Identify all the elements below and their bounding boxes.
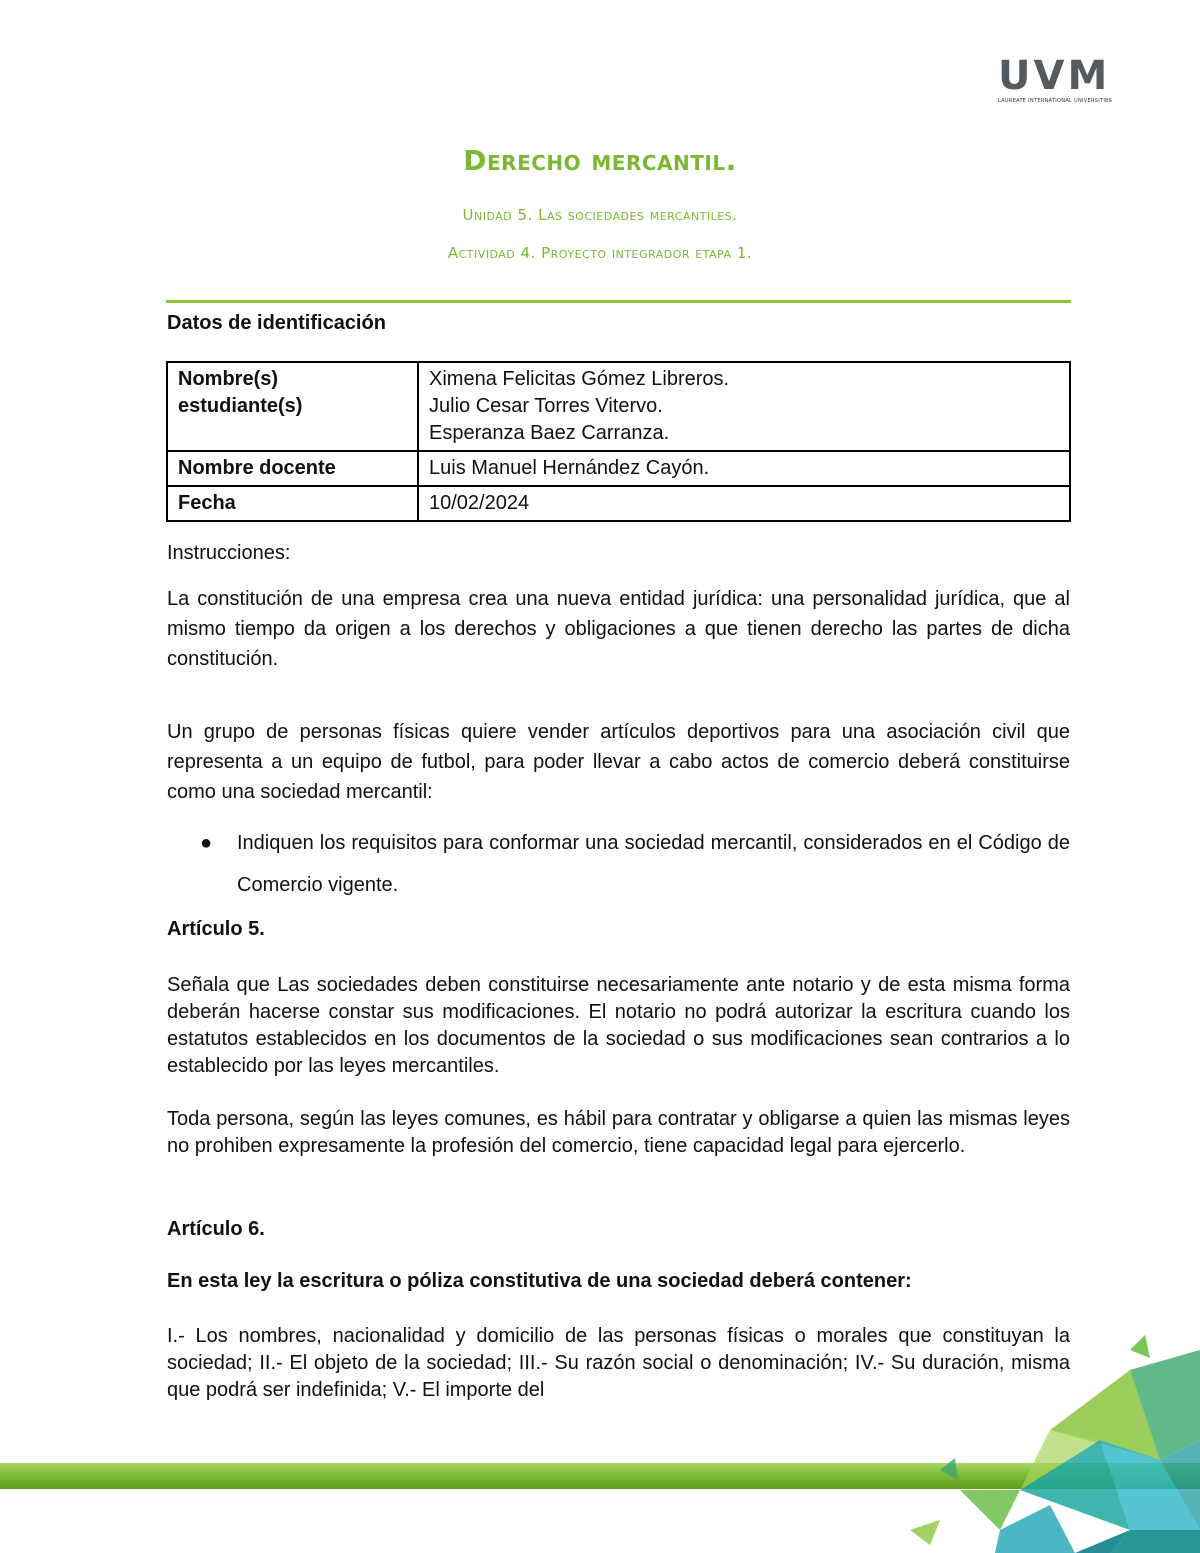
activity-subtitle: Actividad 4. Proyecto integrador etapa 1.	[447, 244, 753, 262]
identification-table	[166, 361, 1071, 522]
student-name: Ximena Felicitas Gómez Libreros.	[429, 368, 730, 390]
paragraph-constitution: La constitución de una empresa crea una nueva entidad jurídica: una personalidad jurídica, que al mismo tiempo da origen a los derechos y obligaciones a que tienen derecho las partes de dicha constitución.	[167, 588, 1070, 670]
table-row-students	[167, 362, 1070, 451]
students-values	[418, 362, 1070, 451]
logo-text: UVM	[998, 53, 1111, 99]
student-name: Esperanza Baez Carranza.	[429, 422, 670, 444]
article-6-intro: En esta ley la escritura o póliza constitutiva de una sociedad deberá contener:	[167, 1270, 912, 1292]
students-label: Nombre(s) estudiante(s)	[167, 362, 418, 451]
table-row-date	[167, 486, 1070, 521]
teacher-label: Nombre docente	[167, 451, 418, 486]
unit-subtitle: Unidad 5. Las sociedades mercantiles.	[462, 206, 738, 224]
geometric-decoration	[900, 1330, 1200, 1553]
article-6-list: I.- Los nombres, nacionalidad y domicilio de las personas físicas o morales que constituyan la sociedad; II.- El objeto de la sociedad; III.- Su razón social o denominación; IV.- Su duración, misma que podrá ser indefinida; V.- El importe del	[167, 1325, 1070, 1401]
instructions-label: Instrucciones:	[167, 542, 291, 564]
article-5-paragraph-1: Señala que Las sociedades deben constituirse necesariamente ante notario y de esta misma forma deberán hacerse constar sus modificaciones. El notario no podrá autorizar la escritura cuando los estatutos establecidos en los documentos de la sociedad o sus modificaciones sean contrarios a lo establecido por las leyes mercantiles.	[167, 974, 1070, 1077]
logo-subtext: LAUREATE INTERNATIONAL UNIVERSITIES	[998, 98, 1113, 104]
bullet-text: Indiquen los requisitos para conformar una sociedad mercantil, considerados en el Código de Comercio vigente.	[237, 832, 1070, 896]
article-5-heading: Artículo 5.	[167, 918, 265, 940]
green-divider	[166, 300, 1071, 303]
uvm-logo	[998, 53, 1122, 108]
student-name: Julio Cesar Torres Vitervo.	[429, 395, 663, 417]
paragraph-scenario: Un grupo de personas físicas quiere vender artículos deportivos para una asociación civil que representa a un equipo de futbol, para poder llevar a cabo actos de comercio deberá constituirse como una sociedad mercantil:	[167, 721, 1070, 803]
date-label: Fecha	[167, 486, 418, 521]
document-title: Derecho mercantil.	[463, 144, 737, 177]
article-6-heading: Artículo 6.	[167, 1218, 265, 1240]
article-5-paragraph-2: Toda persona, según las leyes comunes, es hábil para contratar y obligarse a quien las mismas leyes no prohiben expresamente la profesión del comercio, tiene capacidad legal para ejercerlo.	[167, 1108, 1070, 1157]
bullet-icon: ●	[200, 832, 213, 854]
table-row-teacher	[167, 451, 1070, 486]
teacher-value: Luis Manuel Hernández Cayón.	[418, 451, 1070, 486]
date-value: 10/02/2024	[418, 486, 1070, 521]
identification-heading: Datos de identificación	[167, 312, 386, 334]
